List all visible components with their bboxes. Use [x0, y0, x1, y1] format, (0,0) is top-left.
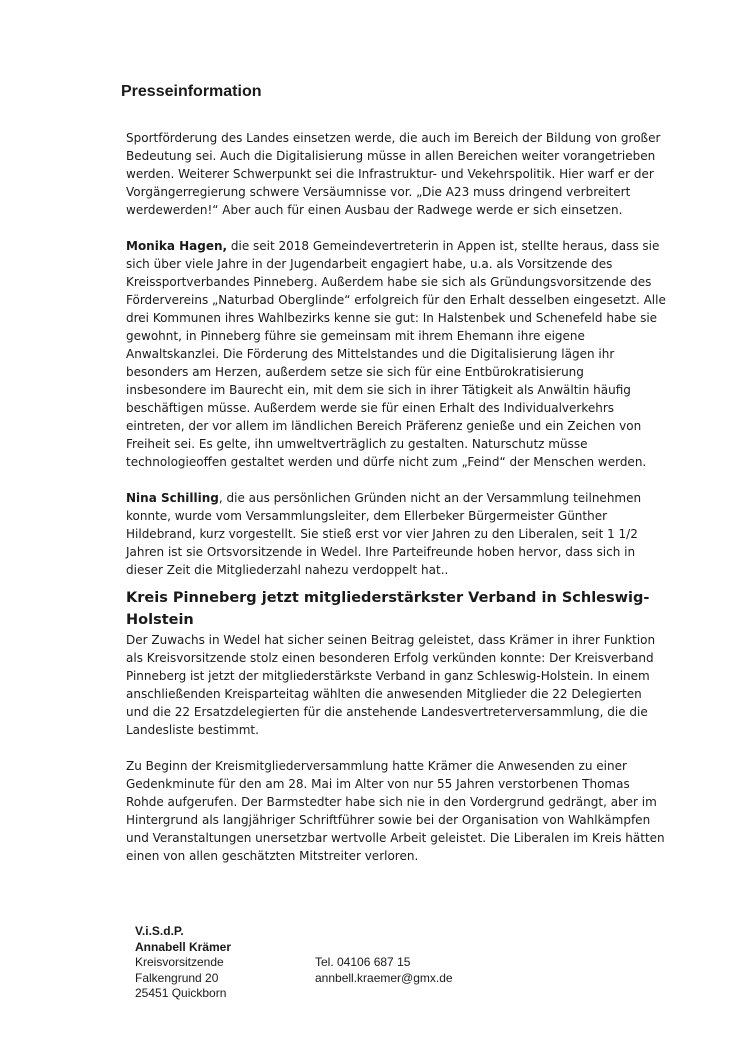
- footer-role: Kreisvorsitzende: [135, 955, 224, 969]
- paragraph-intro: [126, 129, 666, 219]
- paragraph-nina-schilling: [126, 489, 666, 579]
- paragraph-text: die seit 2018 Gemeindevertreterin in Appen ist, stellte heraus, dass sie sich über viele Jahre in der Jugendarbeit engagiert habe, u.a. als Vorsitzende des Kreissportverbandes Pinneberg. Außerdem habe sie sich als Gründungsvorsitzende des Fördervereins „Naturbad Oberglinde“ erfolgreich für den Erhalt desselben eingesetzt. Alle drei Kommunen ihres Wahlbezirks kenne sie gut: In Halstenbek und Schenefeld habe sie gewohnt, in Pinneberg führe sie gemeinsam mit ihrem Ehemann ihre eigene Anwaltskanzlei. Die Förderung des Mittelstandes und die Digitalisierung lägen ihr besonders am Herzen, außerdem setze sie sich für eine Entbürokratisierung insbesondere im Baurecht ein, mit dem sie sich in ihrer Tätigkeit als Anwältin häufig beschäftigen müsse. Außerdem werde sie für einen Erhalt des Individualverkehrs eintreten, der vor allem im ländlichen Bereich Präferenz genieße und ein Zeichen von Freiheit sei. Es gelte, ihn umweltverträglich zu gestalten. Naturschutz müsse technologieoffen gestaltet werden und dürfe nicht zum „Feind“ der Menschen werden.: [126, 239, 666, 469]
- footer-name: Annabell Krämer: [135, 939, 232, 954]
- section-paragraph: Der Zuwachs in Wedel hat sicher seinen Beitrag geleistet, dass Krämer in ihrer Funktion als Kreisvorsitzende stolz einen besonderen Erfolg verkünden konnte: Der Kreisverband Pinneberg ist jetzt der mitgliederstärkste Verband in ganz Schleswig-Holstein. In einem anschließenden Kreisparteitag wählten die anwesenden Mitglieder die 22 Delegierten und die 22 Ersatzdelegierten für die anstehende Landesvertreterversammlung, die die Landesliste bestimmt.: [126, 633, 656, 737]
- article-body: [126, 129, 666, 865]
- footer-phone: Tel. 04106 687 15: [315, 955, 411, 969]
- paragraph-monika-hagen: [126, 237, 666, 471]
- section-paragraph: Zu Beginn der Kreismitgliederversammlung hatte Krämer die Anwesenden zu einer Gedenkminute für den am 28. Mai im Alter von nur 55 Jahren verstorbenen Thomas Rohde aufgerufen. Der Barmstedter habe sich nie in den Vordergrund gedrängt, aber im Hintergrund als langjähriger Schriftführer sowie bei der Organisation von Wahlkämpfen und Veranstaltungen unersetzbar wertvolle Arbeit geleistet. Die Liberalen im Kreis hätten einen von allen geschätzten Mitstreiter verloren.: [126, 759, 665, 863]
- paragraph-text: , die aus persönlichen Gründen nicht an der Versammlung teilnehmen konnte, wurde vom Versammlungsleiter, dem Ellerbeker Bürgermeister Günther Hildebrand, kurz vorgestellt. Sie stieß erst vor vier Jahren zu den Liberalen, seit 1 1/2 Jahren ist sie Ortsvorsitzende in Wedel. Ihre Parteifreunde hoben hervor, dass sich in dieser Zeit die Mitgliederzahl nahezu verdoppelt hat..: [126, 491, 642, 577]
- person-name: Nina Schilling: [126, 491, 219, 505]
- section-heading: Kreis Pinneberg jetzt mitgliederstärkster Verband in Schleswig-Holstein: [126, 590, 650, 628]
- footer-row: [135, 955, 453, 971]
- page-title: Presseinformation: [121, 83, 262, 100]
- footer-row: [135, 971, 453, 987]
- footer-email: annbell.kraemer@gmx.de: [315, 970, 453, 985]
- footer-visdp: V.i.S.d.P.: [135, 924, 184, 938]
- paragraph-text: Sportförderung des Landes einsetzen werde, die auch im Bereich der Bildung von großer Bedeutung sei. Auch die Digitalisierung müsse in allen Bereichen weiter vorangetrieben werden. Weiterer Schwerpunkt sei die Infrastruktur- und Vekehrspolitik. Hier warf er der Vorgängerregierung schwere Versäumnisse vor. „Die A23 muss dringend verbreitert werdewerden!“ Aber auch für einen Ausbau der Radwege werde er sich einsetzen.: [126, 131, 661, 217]
- footer-city: 25451 Quickborn: [135, 986, 227, 1000]
- footer-contact: [135, 924, 453, 1002]
- footer-street: Falkengrund 20: [135, 970, 219, 985]
- person-name: Monika Hagen,: [126, 239, 228, 253]
